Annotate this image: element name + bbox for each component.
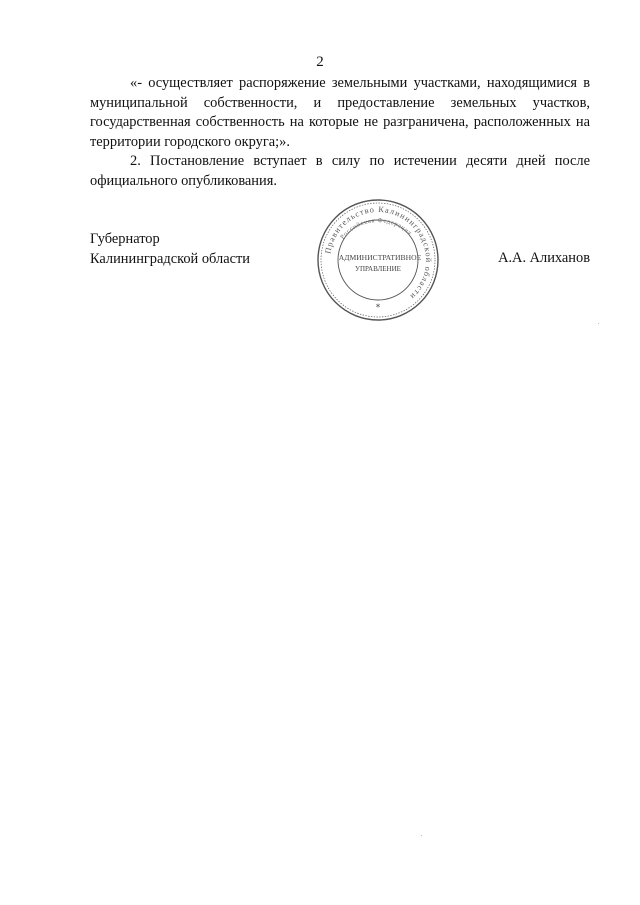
paragraph-entry-into-force: 2. Постановление вступает в силу по истечении десяти дней после официального опубликования. (90, 153, 590, 189)
stamp-center-line-2: УПРАВЛЕНИЕ (355, 265, 401, 273)
signer-position-line-2: Калининградской области (90, 250, 250, 267)
paragraph-amendment: «- осуществляет распоряжение земельными участками, находящимися в муниципальной собственности, и предоставление земельных участков, государственная собственность на которые не разграничена, расположенных на территории городского округа;». (90, 75, 590, 150)
stamp-ring-text-top: Российская Федерация (339, 217, 414, 241)
stamp-star: * (375, 303, 381, 313)
official-stamp (316, 198, 440, 322)
page-number: 2 (316, 54, 324, 70)
stamp-center-line-1: АДМИНИСТРАТИВНОЕ (338, 253, 422, 262)
signer-position-line-1: Губернатор (90, 231, 160, 247)
scan-speck (421, 835, 422, 836)
decree-text (90, 74, 590, 192)
scan-speck (598, 323, 599, 324)
signer-position (90, 230, 250, 269)
signatory-name: А.А. Алиханов (498, 250, 590, 266)
stamp-ring-text: Правительство Калининградской области (323, 204, 434, 302)
